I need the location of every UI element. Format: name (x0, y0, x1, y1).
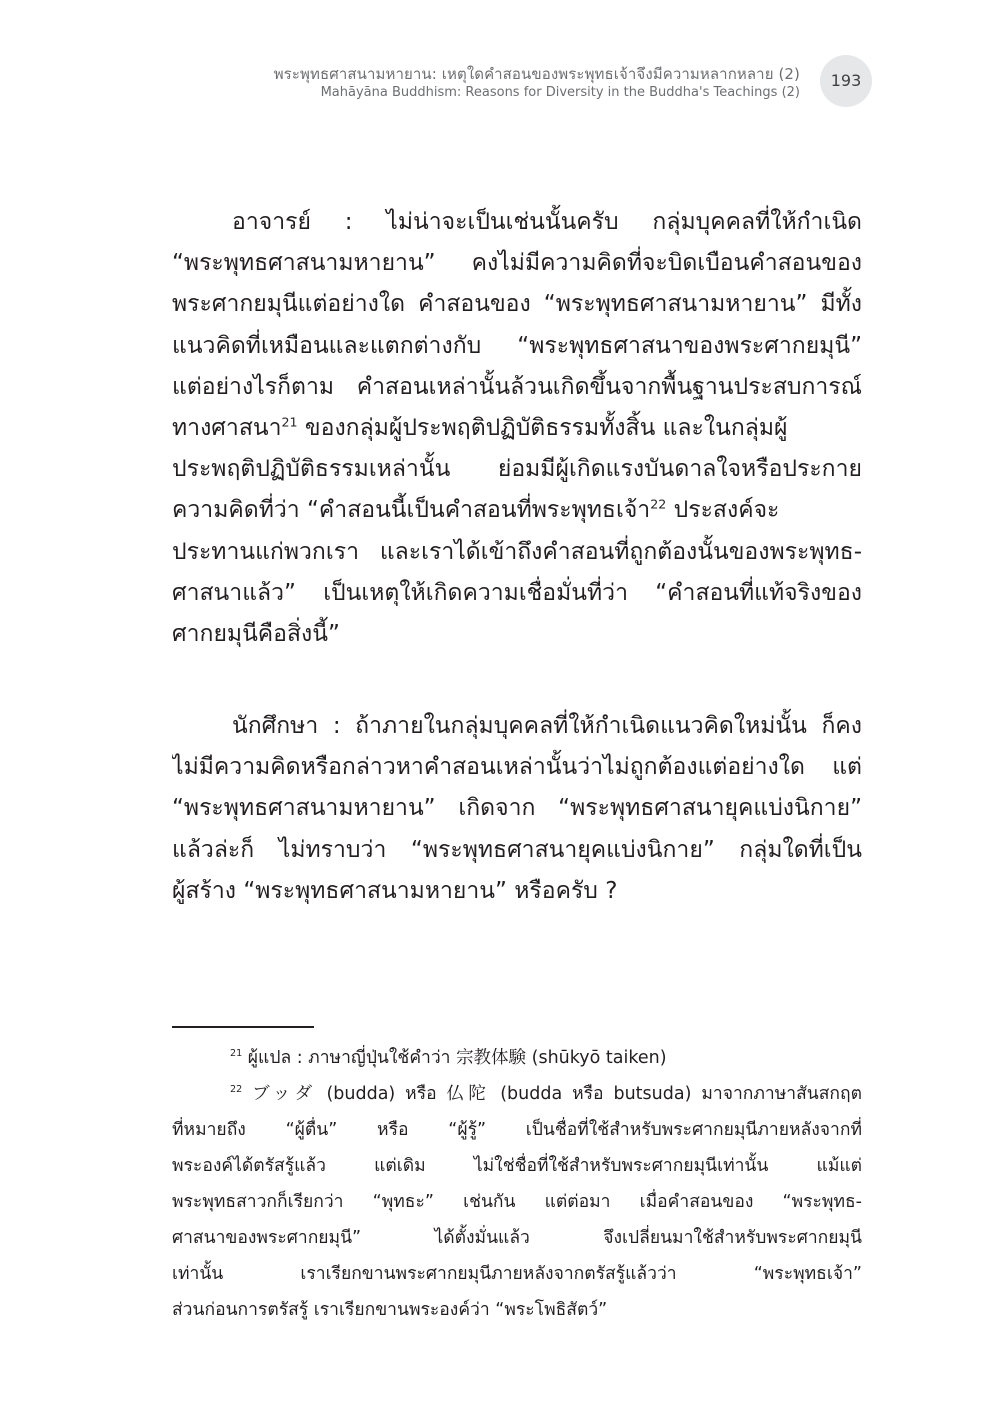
text-line: อาจารย์ : ไม่น่าจะเป็นเช่นนั้นครับ กลุ่มบุคคลที่ให้กำเนิด (232, 209, 862, 235)
footnote-line: ส่วนก่อนการตรัสรู้ เราเรียกขานพระองค์ว่า “พระโพธิสัตว์” (172, 1300, 608, 1320)
footnotes (172, 1040, 862, 1328)
text-segment: ของกลุ่มผู้ประพฤติปฏิบัติธรรมทั้งสิ้น และในกลุ่มผู้ (297, 414, 788, 441)
text-line: ไม่มีความคิดหรือกล่าวหาคำสอนเหล่านั้นว่าไม่ถูกต้องแต่อย่างใด แต่ (172, 754, 862, 781)
footnote-22 (172, 1076, 862, 1112)
text-line: “พระพุทธศาสนามหายาน” คงไม่มีความคิดที่จะบิดเบือนคำสอนของ (172, 250, 862, 277)
footnote-text: ผู้แปล : ภาษาญี่ปุ่นใช้คำว่า 宗教体験 (shūkyō taiken) (242, 1048, 667, 1068)
text-line: นักศึกษา : ถ้าภายในกลุ่มบุคคลที่ให้กำเนิดแนวคิดใหม่นั้น ก็คง (232, 713, 862, 739)
text-segment: ประสงค์จะ (666, 497, 780, 524)
running-header (274, 64, 800, 102)
text-line: แล้วล่ะก็ ไม่ทราบว่า “พระพุทธศาสนายุคแบ่งนิกาย” กลุ่มใดที่เป็น (172, 836, 862, 863)
text-line: ประทานแก่พวกเรา และเราได้เข้าถึงคำสอนที่ถูกต้องนั้นของพระพุทธ- (172, 538, 862, 565)
text-line: ประพฤติปฏิบัติธรรมเหล่านั้น ย่อมมีผู้เกิดแรงบันดาลใจหรือประกาย (172, 456, 862, 483)
footnote-line: ที่หมายถึง “ผู้ตื่น” หรือ “ผู้รู้” เป็นชื่อที่ใช้สำหรับพระศากยมุนีภายหลังจากที่ (172, 1120, 862, 1140)
text-segment: ความคิดที่ว่า “คำสอนนี้เป็นคำสอนที่พระพุทธเจ้า (172, 497, 651, 524)
dialogue-paragraph-teacher (172, 202, 862, 655)
page-number: 193 (820, 55, 872, 107)
text-line: พระศากยมุนีแต่อย่างใด คำสอนของ “พระพุทธศาสนามหายาน” มีทั้ง (172, 291, 862, 318)
running-header-english-title: Mahāyāna Buddhism: Reasons for Diversity in the Buddha's Teachings (2) (320, 85, 800, 100)
text-line: ศาสนาแล้ว” เป็นเหตุให้เกิดความเชื่อมั่นที่ว่า “คำสอนที่แท้จริงของ (172, 579, 862, 606)
footnote-line: พระองค์ได้ตรัสรู้แล้ว แต่เดิม ไม่ใช่ชื่อที่ใช้สำหรับพระศากยมุนีเท่านั้น แม้แต่ (172, 1156, 862, 1176)
footnote-reference-21[interactable]: 21 (281, 414, 298, 430)
footnote-line: เท่านั้น เราเรียกขานพระศากยมุนีภายหลังจากตรัสรู้แล้วว่า “พระพุทธเจ้า” (172, 1264, 862, 1284)
text-line: ศากยมุนีคือสิ่งนี้” (172, 620, 340, 647)
text-line: “พระพุทธศาสนามหายาน” เกิดจาก “พระพุทธศาสนายุคแบ่งนิกาย” (172, 795, 862, 822)
footnote-line: พระพุทธสาวกก็เรียกว่า “พุทธะ” เช่นกัน แต่ต่อมา เมื่อคำสอนของ “พระพุทธ- (172, 1192, 862, 1212)
text-line (172, 490, 862, 531)
footnote-marker-22: 22 (230, 1084, 243, 1096)
text-line: แนวคิดที่เหมือนและแตกต่างกับ “พระพุทธศาสนาของพระศากยมุนี” (172, 332, 862, 359)
footnote-reference-22[interactable]: 22 (650, 496, 667, 512)
footnote-text: ブッダ (budda) หรือ 仏陀 (budda หรือ butsuda) มาจากภาษาสันสกฤต (242, 1084, 862, 1104)
footnote-separator (172, 1026, 314, 1028)
text-line: แต่อย่างไรก็ตาม คำสอนเหล่านั้นล้วนเกิดขึ้นจากพื้นฐานประสบการณ์ (172, 373, 862, 400)
footnote-marker-21: 21 (230, 1048, 243, 1060)
running-header-thai-title: พระพุทธศาสนามหายาน: เหตุใดคำสอนของพระพุทธเจ้าจึงมีความหลากหลาย (2) (273, 65, 800, 83)
footnote-line: ศาสนาของพระศากยมุนี” ได้ตั้งมั่นแล้ว จึงเปลี่ยนมาใช้สำหรับพระศากยมุนี (172, 1228, 862, 1248)
text-segment: ทางศาสนา (172, 414, 282, 441)
dialogue-paragraph-student (172, 706, 862, 912)
footnote-21 (172, 1040, 862, 1076)
text-line (172, 408, 862, 449)
text-line: ผู้สร้าง “พระพุทธศาสนามหายาน” หรือครับ ? (172, 877, 618, 904)
